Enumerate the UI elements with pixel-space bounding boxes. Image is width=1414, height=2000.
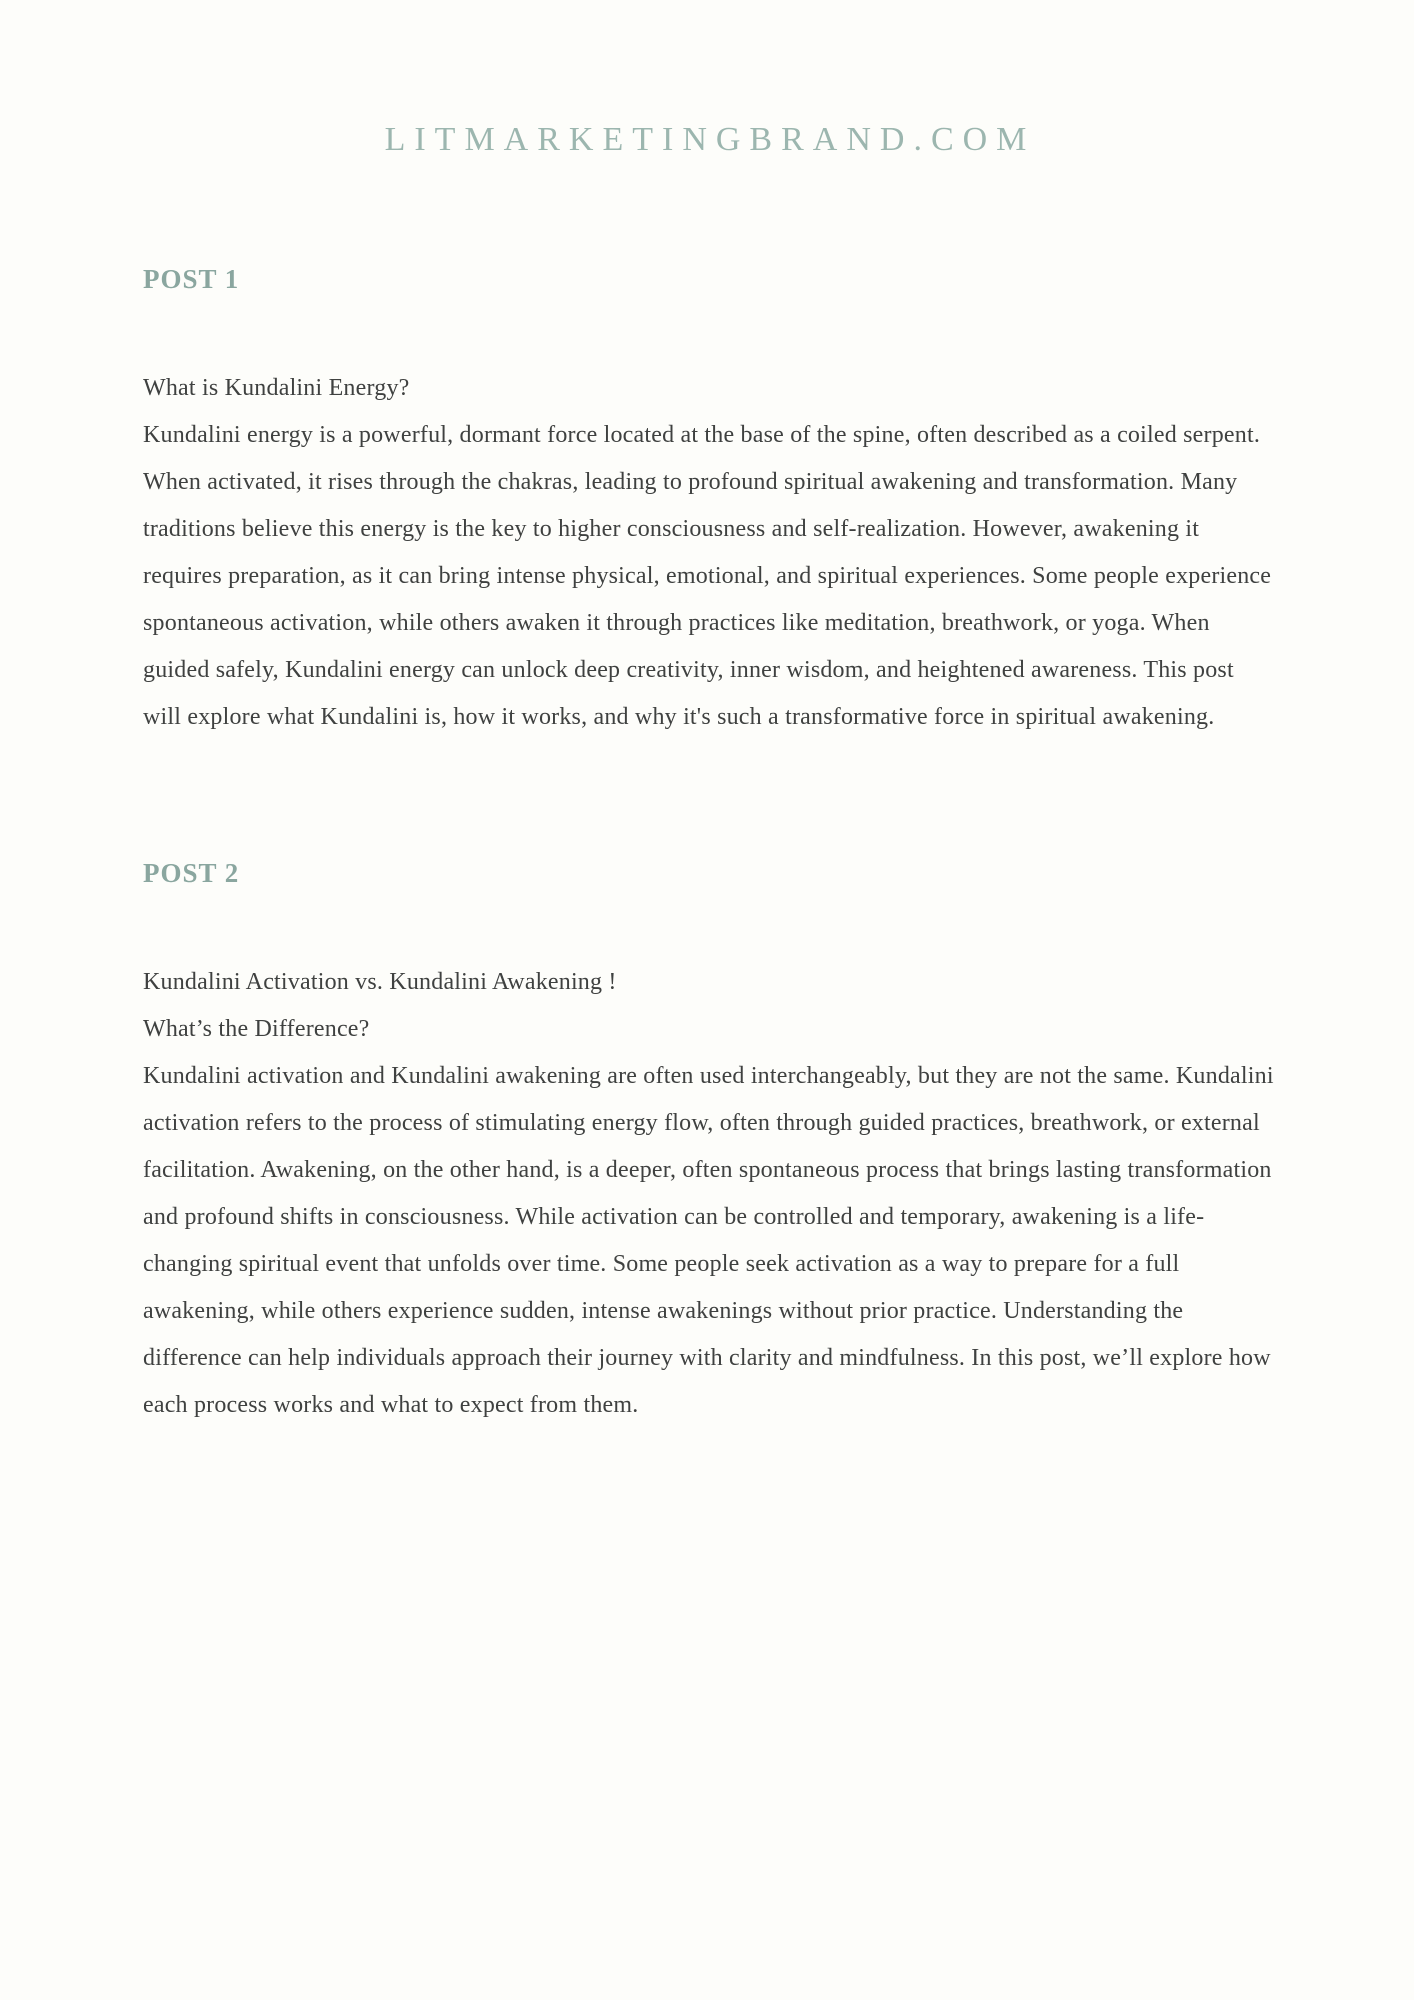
post-1-body: Kundalini energy is a powerful, dormant force located at the base of the spine, often described as a coiled serpent. When activated, it rises through the chakras, leading to profound spiritual awakening and transformation. Many traditions believe this energy is the key to higher consciousness and self-realization. However, awakening it requires preparation, as it can bring intense physical, emotional, and spiritual experiences. Some people experience spontaneous activation, while others awaken it through practices like meditation, breathwork, or yoga. When guided safely, Kundalini energy can unlock deep creativity, inner wisdom, and heightened awareness. This post will explore what Kundalini is, how it works, and why it's such a transformative force in spiritual awakening. bbox=[143, 422, 1272, 731]
post-2-label: POST 2 bbox=[143, 858, 240, 889]
post-2-body: Kundalini activation and Kundalini awakening are often used interchangeably, but they are not the same. Kundalini activation refers to the process of stimulating energy flow, often through guided practices, breathwork, or external facilitation. Awakening, on the other hand, is a deeper, often spontaneous process that brings lasting transformation and profound shifts in consciousness. While activation can be controlled and temporary, awakening is a life-changing spiritual event that unfolds over time. Some people seek activation as a way to prepare for a full awakening, while others experience sudden, intense awakenings without prior practice. Understanding the difference can help individuals approach their journey with clarity and mindfulness. In this post, we’ll explore how each process works and what to expect from them. bbox=[143, 1063, 1274, 1419]
post-section-2 bbox=[143, 856, 1277, 1429]
post-2-heading-line-1: Kundalini Activation vs. Kundalini Awakening ! bbox=[143, 969, 617, 996]
post-2-text bbox=[143, 959, 1277, 1429]
site-title: LITMARKETINGBRAND.COM bbox=[384, 121, 1036, 158]
post-section-1 bbox=[143, 262, 1277, 741]
post-2-heading-line-2: What’s the Difference? bbox=[143, 1016, 370, 1043]
post-1-heading: What is Kundalini Energy? bbox=[143, 375, 410, 402]
post-1-label: POST 1 bbox=[143, 264, 240, 295]
post-1-text bbox=[143, 365, 1277, 741]
